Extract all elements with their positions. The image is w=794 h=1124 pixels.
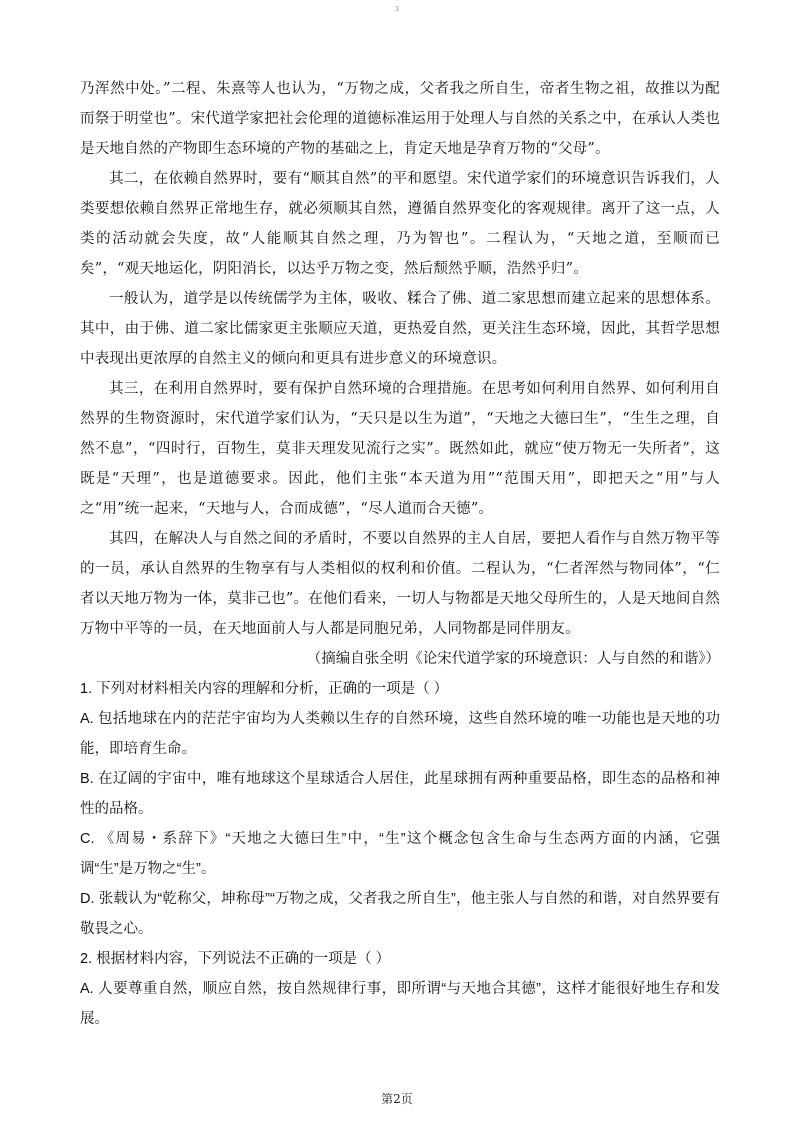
passage-paragraph-4: 其三，在利用自然界时，要有保护自然环境的合理措施。在思考如何利用自然界、如何利用自然界的生物资源时，宋代道学家们认为，“天只是以生为道”，“天地之大德曰生”，“生生之理，自然不息”，“四时行，百物生，莫非天理发见流行之实”。既然如此，就应“使万物无一失所者”，这既是“天理”，也是道德要求。因此，他们主张“本天道为用”“范围天用”，即把天之“用”与人之“用”统一起来，“天地与人，合而成德”，“尽人道而合天德”。 bbox=[80, 381, 720, 517]
document-body bbox=[80, 74, 720, 1034]
question-1-option-c: C. 《周易・系辞下》“天地之大德曰生”中，“生”这个概念包含生命与生态两方面的内涵，它强调“生”是万物之“生”。 bbox=[80, 831, 720, 877]
passage-paragraph-5: 其四，在解决人与自然之间的矛盾时，不要以自然界的主人自居，要把人看作与自然万物平等的一员，承认自然界的生物享有与人类相似的权利和价值。二程认为，“仁者浑然与物同体”，“仁者以天地万物为一体，莫非己也”。在他们看来，一切人与物都是天地父母所生的，人是天地间自然万物中平等的一员，在天地面前人与人都是同胞兄弟，人同物都是同伴朋友。 bbox=[80, 531, 720, 637]
passage-paragraph-1: 乃浑然中处。”二程、朱熹等人也认为，“万物之成，父者我之所自生，帝者生物之祖，故推以为配而祭于明堂也”。宋代道学家把社会伦理的道德标准运用于处理人与自然的关系之中，在承认人类也是天地自然的产物即生态环境的产物的基础之上，肯定天地是孕育万物的“父母”。 bbox=[80, 81, 720, 157]
passage-paragraph-2: 其二，在依赖自然界时，要有“顺其自然”的平和愿望。宋代道学家们的环境意识告诉我们，人类要想依赖自然界正常地生存，就必须顺其自然，遵循自然界变化的客观规律。离开了这一点，人类的活动就会失度，故“人能顺其自然之理，乃为智也”。二程认为，“天地之道，至顺而已矣”，“观天地运化，阴阳消长，以达乎万物之变，然后颓然乎顺，浩然乎归”。 bbox=[80, 171, 720, 277]
question-1-stem: 1. 下列对材料相关内容的理解和分析，正确的一项是（ ） bbox=[80, 681, 449, 697]
question-1-option-b: B. 在辽阔的宇宙中，唯有地球这个星球适合人居住，此星球拥有两种重要品格，即生态的品格和神性的品格。 bbox=[80, 771, 720, 817]
question-2-stem: 2. 根据材料内容，下列说法不正确的一项是（ ） bbox=[80, 951, 391, 967]
passage-paragraph-3: 一般认为，道学是以传统儒学为主体，吸收、糅合了佛、道二家思想而建立起来的思想体系。其中，由于佛、道二家比儒家更主张顺应天道，更热爱自然，更关注生态环境，因此，其哲学思想中表现出更浓厚的自然主义的倾向和更具有进步意义的环境意识。 bbox=[80, 291, 720, 367]
passage-source: （摘编自张全明《论宋代道学家的环境意识：人与自然的和谐》） bbox=[306, 651, 720, 667]
question-1-option-d: D. 张载认为“乾称父，坤称母”“万物之成，父者我之所自生”，他主张人与自然的和谐，对自然界要有敬畏之心。 bbox=[80, 891, 720, 937]
page-number: 第2页 bbox=[381, 1092, 413, 1106]
page-mark: 3 bbox=[395, 6, 399, 13]
question-1-option-a: A. 包括地球在内的茫茫宇宙均为人类赖以生存的自然环境，这些自然环境的唯一功能也是天地的功能，即培育生命。 bbox=[80, 711, 720, 757]
question-2-option-a: A. 人要尊重自然，顺应自然，按自然规律行事，即所谓“与天地合其德”，这样才能很好地生存和发展。 bbox=[80, 981, 720, 1027]
